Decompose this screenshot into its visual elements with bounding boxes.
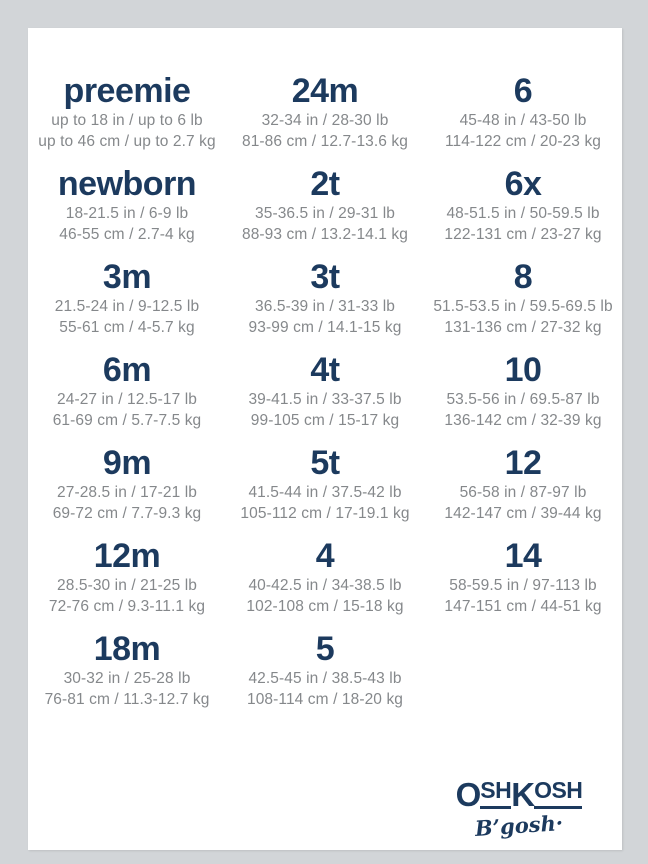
size-label: 24m xyxy=(291,72,359,110)
imperial-measurements: 28.5-30 in / 21-25 lb xyxy=(57,577,197,594)
metric-measurements: up to 46 cm / up to 2.7 kg xyxy=(38,133,216,150)
size-entry xyxy=(424,165,622,245)
wordmark-letters-sh: SH xyxy=(480,778,511,809)
metric-measurements: 69-72 cm / 7.7-9.3 kg xyxy=(52,505,202,522)
imperial-measurements: 35-36.5 in / 29-31 lb xyxy=(255,205,395,222)
metric-measurements: 147-151 cm / 44-51 kg xyxy=(444,598,602,615)
wordmark-letters-osh: OSH xyxy=(534,778,582,809)
metric-measurements: 93-99 cm / 14.1-15 kg xyxy=(248,319,402,336)
size-label: 6 xyxy=(513,72,533,110)
size-entry xyxy=(226,537,424,617)
metric-measurements: 108-114 cm / 18-20 kg xyxy=(246,691,404,708)
imperial-measurements: 39-41.5 in / 33-37.5 lb xyxy=(248,391,402,408)
size-label: 4t xyxy=(310,351,340,389)
metric-measurements: 81-86 cm / 12.7-13.6 kg xyxy=(241,133,408,150)
imperial-measurements: 53.5-56 in / 69.5-87 lb xyxy=(446,391,600,408)
imperial-measurements: 32-34 in / 28-30 lb xyxy=(261,112,389,129)
size-label: 2t xyxy=(310,165,340,203)
size-label: 9m xyxy=(102,444,152,482)
metric-measurements: 114-122 cm / 20-23 kg xyxy=(444,133,602,150)
size-entry xyxy=(28,258,226,338)
metric-measurements: 105-112 cm / 17-19.1 kg xyxy=(240,505,410,522)
size-entry xyxy=(226,72,424,152)
size-entry xyxy=(226,165,424,245)
size-entry xyxy=(424,351,622,431)
size-label: 4 xyxy=(315,537,335,575)
size-entry xyxy=(28,351,226,431)
size-label: 12 xyxy=(504,444,542,482)
size-entry xyxy=(28,72,226,152)
size-label: 6x xyxy=(504,165,542,203)
imperial-measurements: 36.5-39 in / 31-33 lb xyxy=(255,298,395,315)
wordmark-letter-o: O xyxy=(455,776,481,813)
imperial-measurements: up to 18 in / up to 6 lb xyxy=(51,112,203,129)
size-label: 3t xyxy=(310,258,340,296)
metric-measurements: 76-81 cm / 11.3-12.7 kg xyxy=(44,691,210,708)
size-label: 10 xyxy=(504,351,542,389)
imperial-measurements: 45-48 in / 43-50 lb xyxy=(459,112,587,129)
metric-measurements: 131-136 cm / 27-32 kg xyxy=(444,319,602,336)
size-chart-page xyxy=(28,28,622,850)
metric-measurements: 142-147 cm / 39-44 kg xyxy=(444,505,602,522)
size-entry xyxy=(28,537,226,617)
imperial-measurements: 21.5-24 in / 9-12.5 lb xyxy=(54,298,200,315)
imperial-measurements: 41.5-44 in / 37.5-42 lb xyxy=(248,484,402,501)
size-entry xyxy=(226,444,424,524)
size-label: 18m xyxy=(93,630,161,668)
imperial-measurements: 58-59.5 in / 97-113 lb xyxy=(449,577,597,594)
metric-measurements: 99-105 cm / 15-17 kg xyxy=(250,412,400,429)
bgosh-script: B’gosh· xyxy=(474,809,564,842)
metric-measurements: 88-93 cm / 13.2-14.1 kg xyxy=(241,226,408,243)
size-label: 5 xyxy=(315,630,335,668)
size-label: 3m xyxy=(102,258,152,296)
imperial-measurements: 27-28.5 in / 17-21 lb xyxy=(57,484,197,501)
metric-measurements: 61-69 cm / 5.7-7.5 kg xyxy=(52,412,202,429)
size-chart-grid xyxy=(28,28,622,723)
size-label: 14 xyxy=(504,537,542,575)
size-entry xyxy=(424,537,622,617)
metric-measurements: 122-131 cm / 23-27 kg xyxy=(444,226,602,243)
size-entry xyxy=(226,258,424,338)
size-entry xyxy=(226,630,424,710)
size-entry xyxy=(28,630,226,710)
imperial-measurements: 51.5-53.5 in / 59.5-69.5 lb xyxy=(433,298,613,315)
oshkosh-logo xyxy=(444,776,594,842)
size-label: 12m xyxy=(93,537,161,575)
wordmark-letter-k: K xyxy=(511,776,535,813)
size-label: 6m xyxy=(102,351,152,389)
imperial-measurements: 42.5-45 in / 38.5-43 lb xyxy=(248,670,402,687)
imperial-measurements: 18-21.5 in / 6-9 lb xyxy=(65,205,189,222)
size-entry xyxy=(424,72,622,152)
imperial-measurements: 48-51.5 in / 50-59.5 lb xyxy=(446,205,600,222)
metric-measurements: 136-142 cm / 32-39 kg xyxy=(444,412,602,429)
size-label: newborn xyxy=(57,165,197,203)
imperial-measurements: 24-27 in / 12.5-17 lb xyxy=(57,391,197,408)
metric-measurements: 102-108 cm / 15-18 kg xyxy=(246,598,404,615)
oshkosh-wordmark xyxy=(444,778,594,811)
imperial-measurements: 56-58 in / 87-97 lb xyxy=(459,484,587,501)
size-entry xyxy=(28,444,226,524)
size-entry xyxy=(226,351,424,431)
metric-measurements: 46-55 cm / 2.7-4 kg xyxy=(59,226,195,243)
imperial-measurements: 30-32 in / 25-28 lb xyxy=(63,670,191,687)
size-label: 8 xyxy=(513,258,533,296)
metric-measurements: 55-61 cm / 4-5.7 kg xyxy=(59,319,195,336)
metric-measurements: 72-76 cm / 9.3-11.1 kg xyxy=(48,598,206,615)
size-entry xyxy=(424,258,622,338)
imperial-measurements: 40-42.5 in / 34-38.5 lb xyxy=(248,577,402,594)
size-entry xyxy=(424,444,622,524)
size-label: 5t xyxy=(310,444,340,482)
size-label: preemie xyxy=(63,72,191,110)
size-entry xyxy=(28,165,226,245)
